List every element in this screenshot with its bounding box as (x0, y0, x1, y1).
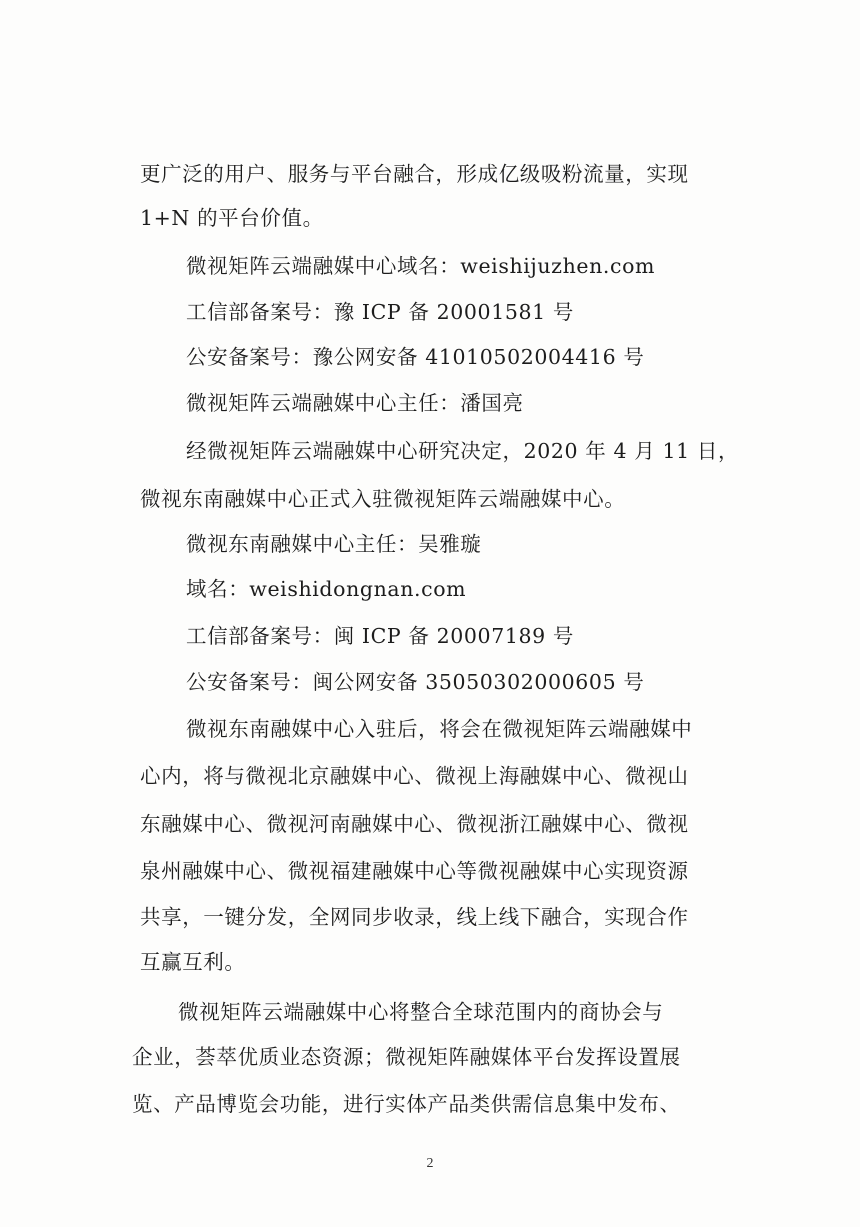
text-line: 微视东南融媒中心主任：吴雅璇 (186, 532, 482, 556)
text-line: 览、产品博览会功能，进行实体产品类供需信息集中发布、 (132, 1092, 681, 1116)
text-line: 公安备案号：豫公网安备 41010502004416 号 (186, 345, 645, 369)
text-line: 微视矩阵云端融媒中心主任：潘国亮 (186, 391, 524, 415)
text-line: 工信部备案号：闽 ICP 备 20007189 号 (186, 624, 574, 648)
text-line: 域名：weishidongnan.com (186, 577, 467, 601)
text-line: 经微视矩阵云端融媒中心研究决定，2020 年 4 月 11 日， (186, 439, 740, 463)
text-line: 共享，一键分发，全网同步收录，线上线下融合，实现合作 (140, 905, 689, 929)
text-line: 工信部备案号：豫 ICP 备 20001581 号 (186, 300, 574, 324)
text-line: 微视东南融媒中心入驻后，将会在微视矩阵云端融媒中 (186, 717, 693, 741)
text-line: 1+N 的平台价值。 (140, 206, 324, 230)
text-line: 公安备案号：闽公网安备 35050302000605 号 (186, 670, 645, 694)
text-line: 微视矩阵云端融媒中心将整合全球范围内的商协会与 (178, 1000, 664, 1024)
page-number: 2 (426, 1156, 434, 1171)
text-line: 更广泛的用户、服务与平台融合，形成亿级吸粉流量，实现 (140, 162, 689, 186)
text-line: 泉州融媒中心、微视福建融媒中心等微视融媒中心实现资源 (140, 859, 689, 883)
text-line: 心内，将与微视北京融媒中心、微视上海融媒中心、微视山 (140, 764, 689, 788)
text-line: 微视东南融媒中心正式入驻微视矩阵云端融媒中心。 (140, 487, 626, 511)
text-line: 企业，荟萃优质业态资源；微视矩阵融媒体平台发挥设置展 (132, 1045, 681, 1069)
text-line: 微视矩阵云端融媒中心域名：weishijuzhen.com (186, 254, 656, 278)
text-line: 互赢互利。 (140, 950, 246, 974)
text-line: 东融媒中心、微视河南融媒中心、微视浙江融媒中心、微视 (140, 812, 689, 836)
